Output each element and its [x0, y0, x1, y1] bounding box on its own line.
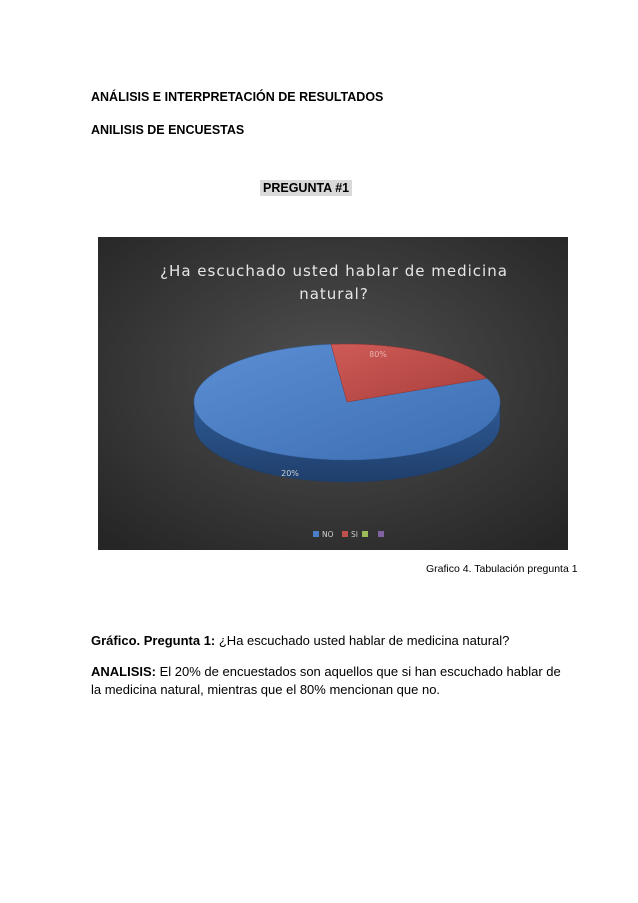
legend-swatch-si: [342, 531, 348, 537]
pie-chart: [98, 237, 568, 550]
legend-swatch-third: [362, 531, 368, 537]
graph-label: Gráfico. Pregunta 1:: [91, 633, 216, 648]
analysis-paragraph: [91, 663, 561, 699]
legend-label-no: NO: [322, 530, 334, 539]
graph-question-text: ¿Ha escuchado usted hablar de medicina natural?: [215, 633, 510, 648]
legend-label-si: SI: [351, 530, 358, 539]
heading-surveys: ANILISIS DE ENCUESTAS: [91, 123, 245, 137]
data-label-no: 20%: [281, 469, 299, 478]
heading-analysis: ANÁLISIS E INTERPRETACIÓN DE RESULTADOS: [91, 90, 384, 104]
pie-chart-svg: [98, 237, 568, 550]
analysis-text: El 20% de encuestados son aquellos que si han escuchado hablar de la medicina natural, mientras que el 80% mencionan que no.: [91, 664, 561, 697]
analysis-label: ANALISIS:: [91, 664, 156, 679]
legend-swatch-fourth: [378, 531, 384, 537]
figure-caption: Grafico 4. Tabulación pregunta 1: [426, 563, 578, 575]
chart-title-line-2: natural?: [299, 285, 369, 303]
chart-title-line-1: ¿Ha escuchado usted hablar de medicina: [160, 262, 508, 280]
question-heading: PREGUNTA #1: [260, 180, 352, 196]
legend-swatch-no: [313, 531, 319, 537]
data-label-si: 80%: [369, 350, 387, 359]
graph-question-paragraph: [91, 633, 509, 648]
